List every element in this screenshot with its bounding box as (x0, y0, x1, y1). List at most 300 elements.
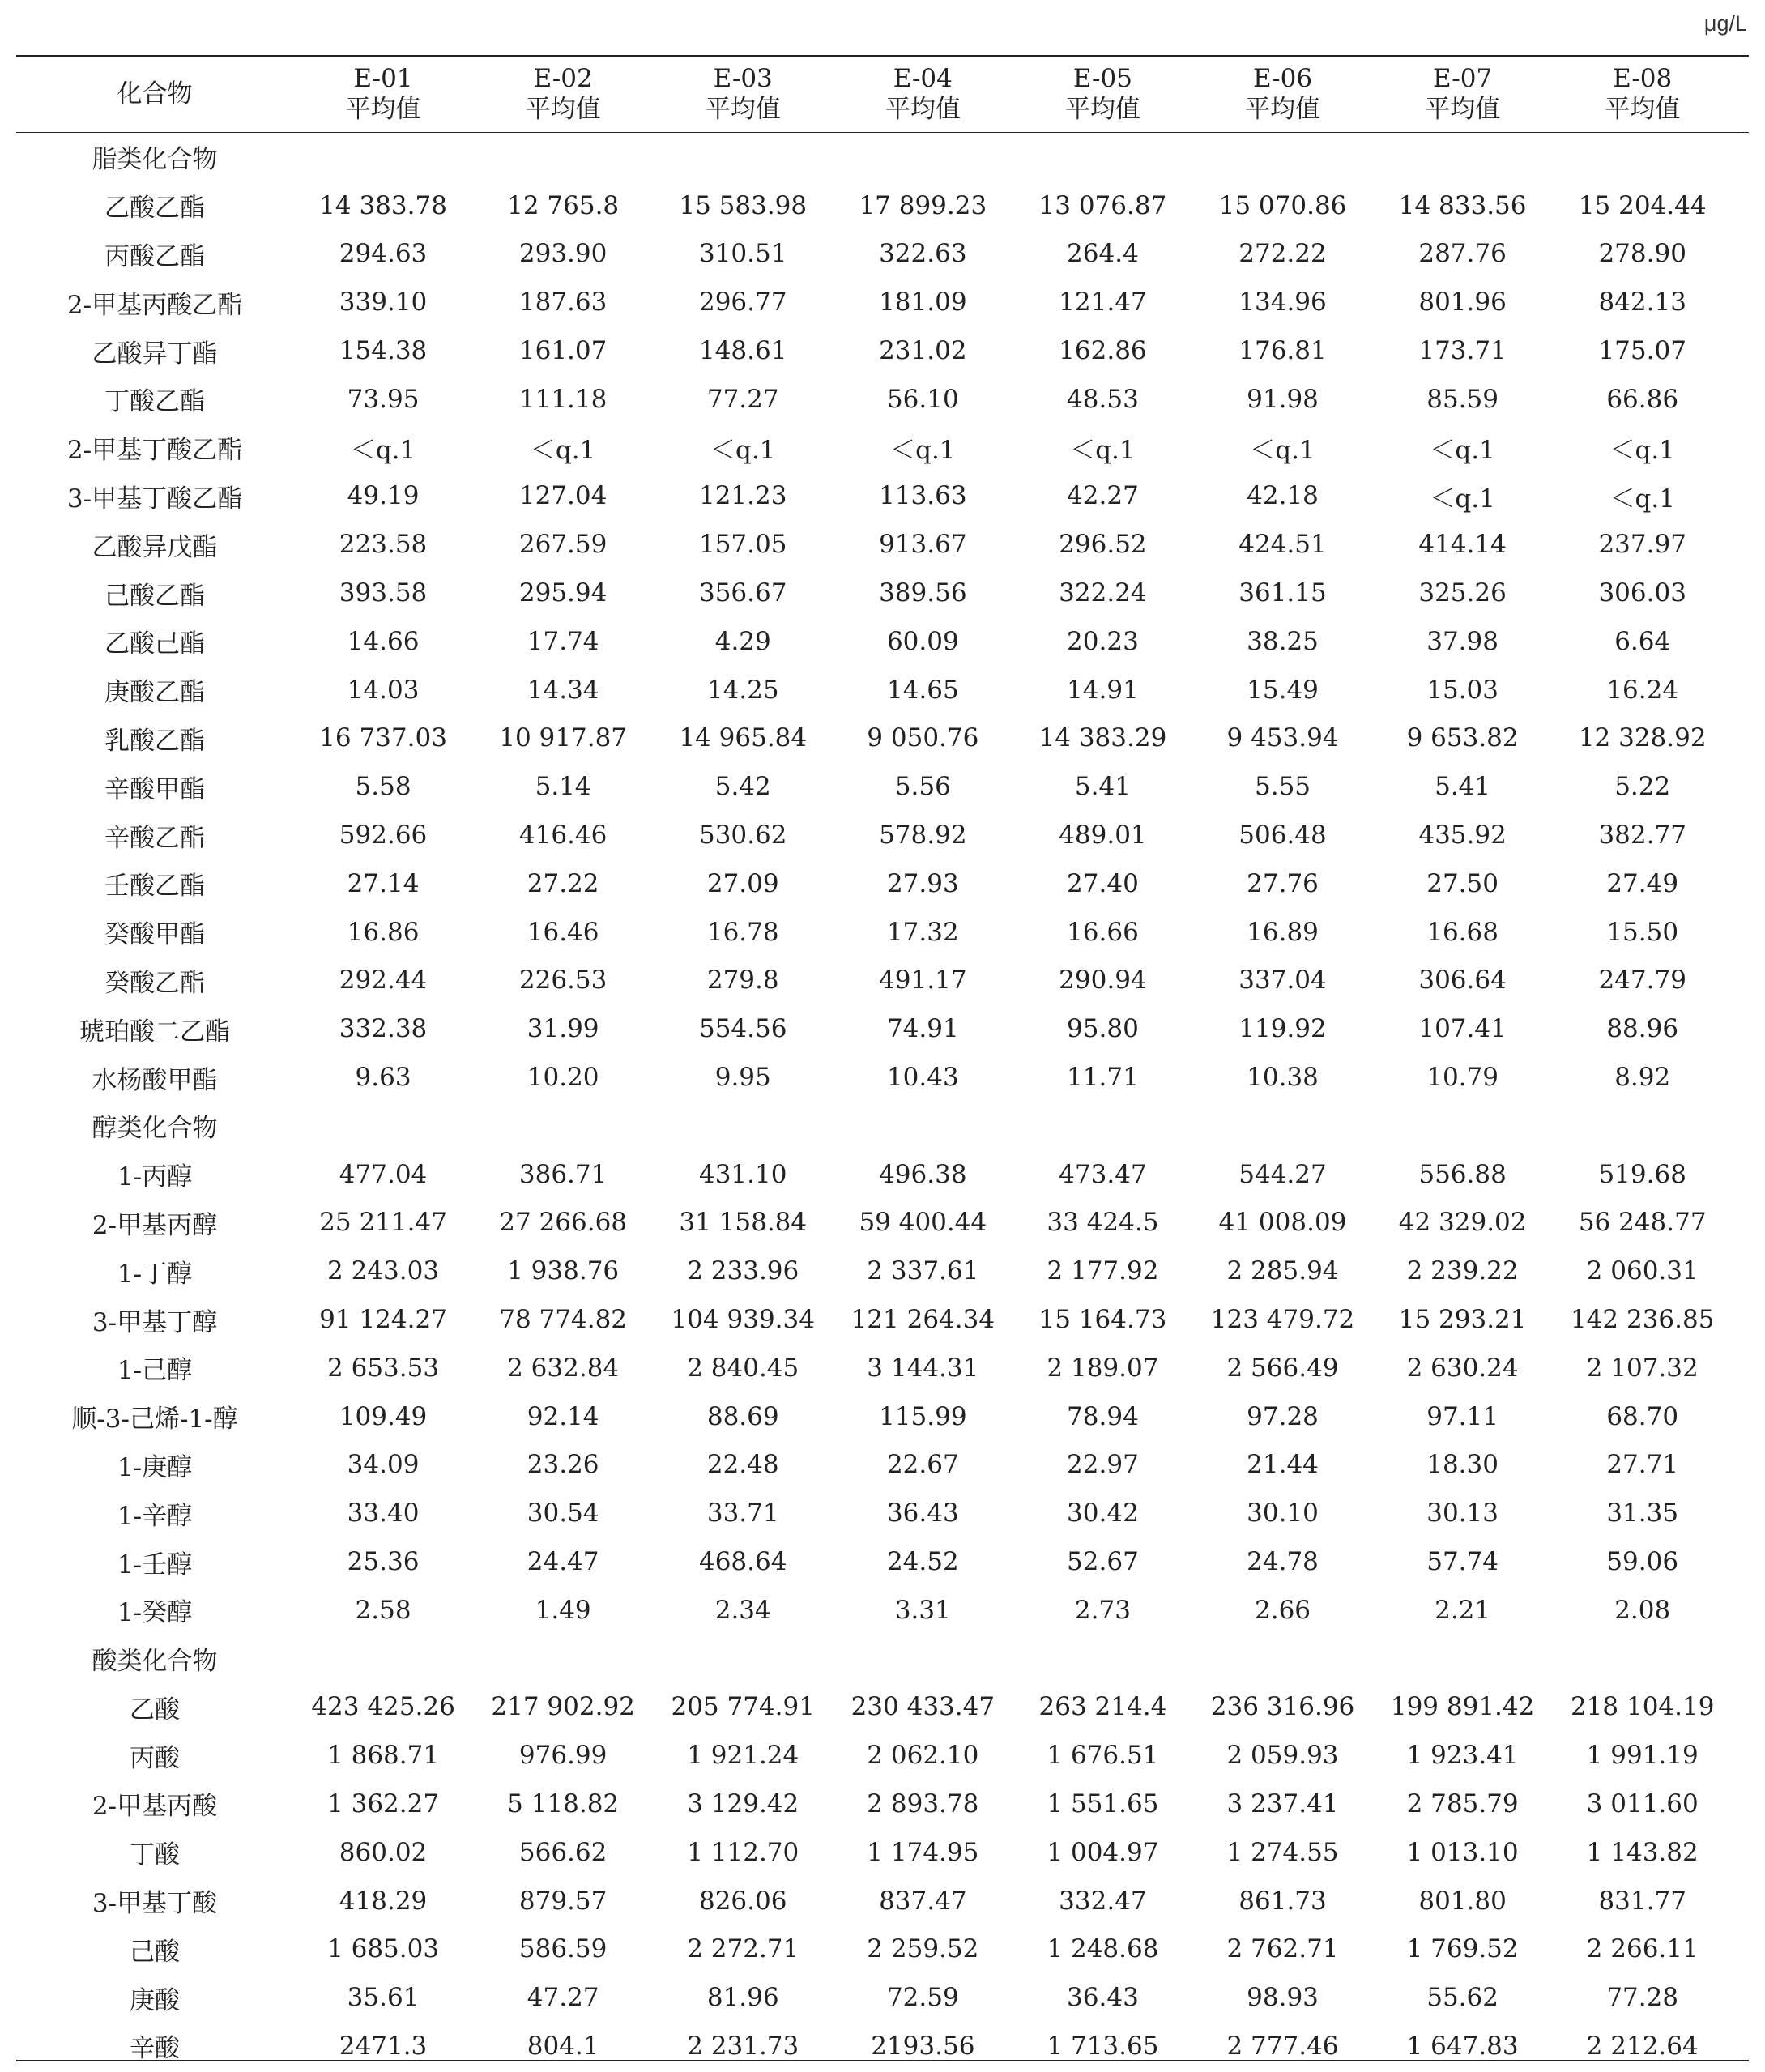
table-row (16, 811, 1749, 859)
value-cell: 2.21 (1435, 1595, 1491, 1625)
value-cell: 2.66 (1255, 1595, 1311, 1625)
table-row (16, 1973, 1749, 2022)
value-cell: 337.04 (1238, 966, 1327, 995)
value-cell: 264.4 (1067, 239, 1139, 269)
value-cell: 30.42 (1067, 1499, 1139, 1528)
header-sub: 平均值 (705, 95, 781, 124)
value-cell: 322.24 (1059, 578, 1147, 608)
value-cell: 173.71 (1418, 336, 1507, 366)
compound-name: 丙酸乙酯 (104, 241, 205, 271)
table-row (16, 1004, 1749, 1053)
value-cell: 111.18 (518, 384, 608, 414)
header-code: E-01 (353, 64, 413, 93)
value-cell: 1 004.97 (1047, 1837, 1159, 1867)
value-cell: 205 774.91 (671, 1692, 815, 1722)
compound-name: 己酸 (130, 1937, 180, 1967)
value-cell: 2 266.11 (1586, 1934, 1699, 1964)
table-row (16, 762, 1749, 811)
value-cell: 272.22 (1238, 239, 1327, 269)
value-cell: 8.92 (1614, 1063, 1671, 1093)
value-cell: 15.50 (1606, 917, 1679, 947)
compound-name: 乙酸异丁酯 (92, 339, 218, 369)
table-row (16, 472, 1749, 521)
value-cell: 27.14 (347, 868, 420, 898)
value-cell: 57.74 (1426, 1547, 1499, 1576)
header-col-3 (653, 56, 833, 132)
compound-name: 1-癸醇 (117, 1598, 193, 1628)
compound-name: 己酸乙酯 (104, 581, 205, 611)
header-sub: 平均值 (1425, 95, 1501, 124)
value-cell: 489.01 (1059, 821, 1147, 851)
value-cell: 382.77 (1598, 821, 1686, 851)
value-cell: 431.10 (698, 1159, 787, 1189)
value-cell: 27.49 (1606, 868, 1679, 898)
value-cell: 1 551.65 (1047, 1788, 1159, 1818)
compound-name: 丁酸乙酯 (104, 387, 205, 417)
compound-name: 丁酸 (130, 1840, 180, 1870)
value-cell: 292.44 (339, 966, 428, 995)
value-cell: 801.80 (1418, 1886, 1507, 1916)
compound-name: 3-甲基丁醇 (92, 1307, 218, 1337)
value-cell: 2471.3 (339, 2031, 428, 2061)
value-cell: 2 285.94 (1226, 1256, 1339, 1286)
value-cell: 66.86 (1606, 384, 1679, 414)
value-cell: 4.29 (714, 626, 771, 656)
value-cell: 831.77 (1598, 1886, 1686, 1916)
value-cell: 14.65 (886, 675, 959, 705)
value-cell: 393.58 (339, 578, 428, 608)
compound-name: 乙酸己酯 (104, 629, 205, 659)
value-cell: 5.22 (1614, 772, 1671, 802)
value-cell: 85.59 (1426, 384, 1499, 414)
value-cell: 2 630.24 (1406, 1353, 1519, 1383)
value-cell: 556.88 (1418, 1159, 1507, 1189)
value-cell: ＜q.1 (1609, 436, 1675, 466)
value-cell: ＜q.1 (530, 436, 596, 466)
value-cell: 2 239.22 (1406, 1256, 1519, 1286)
value-cell: 10.43 (886, 1063, 959, 1093)
value-cell: 1 868.71 (327, 1741, 440, 1771)
value-cell: 42.18 (1247, 481, 1319, 511)
value-cell: 332.38 (339, 1014, 428, 1044)
value-cell: 976.99 (518, 1741, 608, 1771)
header-sub: 平均值 (1605, 95, 1681, 124)
compound-name: 1-庚醇 (117, 1452, 193, 1482)
value-cell: 295.94 (518, 578, 608, 608)
value-cell: 2 566.49 (1226, 1353, 1339, 1383)
value-cell: 20.23 (1067, 626, 1139, 656)
value-cell: 1 713.65 (1047, 2031, 1159, 2061)
value-cell: 491.17 (879, 966, 967, 995)
value-cell: 16.66 (1067, 917, 1139, 947)
value-cell: 3 011.60 (1586, 1788, 1699, 1818)
compound-name: 壬酸乙酯 (104, 872, 205, 902)
compound-name: 乳酸乙酯 (104, 726, 205, 756)
table-row (16, 1877, 1749, 1925)
table-row (16, 714, 1749, 763)
value-cell: 41 008.09 (1218, 1208, 1347, 1238)
value-cell: 15.49 (1247, 675, 1319, 705)
value-cell: 860.02 (339, 1837, 428, 1867)
value-cell: ＜q.1 (1430, 484, 1495, 514)
value-cell: 2 189.07 (1047, 1353, 1159, 1383)
value-cell: 1 647.83 (1406, 2031, 1519, 2061)
header-col-2 (473, 56, 653, 132)
value-cell: 496.38 (879, 1159, 967, 1189)
value-cell: 2 272.71 (687, 1934, 799, 1964)
table-row (16, 1392, 1749, 1441)
header-code: E-02 (533, 64, 593, 93)
table-row (16, 1199, 1749, 1247)
value-cell: 2 777.46 (1226, 2031, 1339, 2061)
table-row (16, 1537, 1749, 1586)
value-cell: 519.68 (1598, 1159, 1686, 1189)
table-bottom-rule (16, 2060, 1749, 2061)
value-cell: 27.93 (886, 868, 959, 898)
header-sub: 平均值 (525, 95, 601, 124)
value-cell: ＜q.1 (350, 436, 416, 466)
value-cell: 25.36 (347, 1547, 420, 1576)
value-cell: 121.47 (1059, 288, 1147, 318)
value-cell: 293.90 (518, 239, 608, 269)
value-cell: 10.79 (1426, 1063, 1499, 1093)
value-cell: 37.98 (1426, 626, 1499, 656)
value-cell: 162.86 (1059, 336, 1147, 366)
value-cell: 14.25 (706, 675, 779, 705)
table-row (16, 1925, 1749, 1973)
compound-name: 2-甲基丙酸乙酯 (66, 290, 243, 320)
value-cell: 25 211.47 (319, 1208, 447, 1238)
value-cell: 468.64 (698, 1547, 787, 1576)
value-cell: 113.63 (879, 481, 967, 511)
compound-name: 乙酸异戊酯 (92, 532, 218, 562)
compound-name: 3-甲基丁酸乙酯 (66, 484, 243, 514)
table-row (16, 1150, 1749, 1199)
value-cell: 9.63 (355, 1063, 411, 1093)
value-cell: 161.07 (518, 336, 608, 366)
value-cell: ＜q.1 (710, 436, 776, 466)
value-cell: 1 248.68 (1047, 1934, 1159, 1964)
value-cell: 10 917.87 (499, 723, 628, 753)
compound-name: 1-己醇 (117, 1356, 193, 1386)
value-cell: 31 158.84 (679, 1208, 808, 1238)
value-cell: 97.11 (1426, 1401, 1499, 1431)
value-cell: 826.06 (698, 1886, 787, 1916)
value-cell: 56 248.77 (1578, 1208, 1707, 1238)
value-cell: 230 433.47 (851, 1692, 995, 1722)
value-cell: 5.14 (535, 772, 591, 802)
section-name: 醇类化合物 (92, 1114, 218, 1144)
compound-name: 1-辛醇 (117, 1501, 193, 1531)
value-cell: 2 177.92 (1047, 1256, 1159, 1286)
value-cell: 16.89 (1247, 917, 1319, 947)
value-cell: 49.19 (347, 481, 420, 511)
value-cell: 14.34 (527, 675, 599, 705)
value-cell: 36.43 (886, 1499, 959, 1528)
compound-name: 顺-3-己烯-1-醇 (71, 1405, 238, 1435)
value-cell: 27.76 (1247, 868, 1319, 898)
compound-name: 庚酸乙酯 (104, 678, 205, 708)
value-cell: 27.40 (1067, 868, 1139, 898)
table-row (16, 230, 1749, 279)
value-cell: 1 013.10 (1406, 1837, 1519, 1867)
value-cell: 154.38 (339, 336, 428, 366)
value-cell: 30.13 (1426, 1499, 1499, 1528)
value-cell: 263 214.4 (1038, 1692, 1167, 1722)
value-cell: 88.69 (706, 1401, 779, 1431)
value-cell: 15 070.86 (1218, 190, 1347, 220)
value-cell: 801.96 (1418, 288, 1507, 318)
compound-name: 1-壬醇 (117, 1550, 193, 1580)
value-cell: 11.71 (1067, 1063, 1139, 1093)
value-cell: 418.29 (339, 1886, 428, 1916)
value-cell: 148.61 (698, 336, 787, 366)
value-cell: 52.67 (1067, 1547, 1139, 1576)
value-cell: 98.93 (1247, 1983, 1319, 2013)
value-cell: 223.58 (339, 530, 428, 560)
value-cell: 530.62 (698, 821, 787, 851)
value-cell: 78 774.82 (499, 1305, 628, 1335)
compound-name: 乙酸乙酯 (104, 194, 205, 224)
value-cell: 33 424.5 (1047, 1208, 1159, 1238)
value-cell: 35.61 (347, 1983, 420, 2013)
value-cell: 322.63 (879, 239, 967, 269)
value-cell: 1 991.19 (1586, 1741, 1699, 1771)
value-cell: 18.30 (1426, 1450, 1499, 1480)
value-cell: 247.79 (1598, 966, 1686, 995)
value-cell: ＜q.1 (890, 436, 956, 466)
value-cell: 91.98 (1247, 384, 1319, 414)
value-cell: 48.53 (1067, 384, 1139, 414)
value-cell: 9 453.94 (1226, 723, 1339, 753)
table-row (16, 1683, 1749, 1732)
value-cell: 14 833.56 (1398, 190, 1527, 220)
compound-name: 辛酸甲酯 (104, 774, 205, 804)
value-cell: 24.47 (527, 1547, 599, 1576)
value-cell: 1 923.41 (1406, 1741, 1519, 1771)
value-cell: 5.56 (894, 772, 951, 802)
value-cell: 15.03 (1426, 675, 1499, 705)
value-cell: 77.28 (1606, 1983, 1679, 2013)
table-row (16, 1731, 1749, 1780)
compound-name: 癸酸乙酯 (104, 968, 205, 998)
value-cell: 3 237.41 (1226, 1788, 1339, 1818)
value-cell: 14.03 (347, 675, 420, 705)
value-cell: 2 337.61 (867, 1256, 979, 1286)
value-cell: 119.92 (1238, 1014, 1327, 1044)
value-cell: 55.62 (1426, 1983, 1499, 2013)
value-cell: 5.41 (1074, 772, 1131, 802)
value-cell: 42 329.02 (1398, 1208, 1527, 1238)
value-cell: 2 653.53 (327, 1353, 440, 1383)
value-cell: 27.09 (706, 868, 779, 898)
value-cell: 121 264.34 (851, 1305, 995, 1335)
value-cell: 5 118.82 (507, 1788, 620, 1818)
section-name: 脂类化合物 (92, 145, 218, 175)
value-cell: 17 899.23 (859, 190, 987, 220)
compound-name: 水杨酸甲酯 (92, 1065, 218, 1095)
value-cell: 157.05 (698, 530, 787, 560)
value-cell: 237.97 (1598, 530, 1686, 560)
table-row (16, 1295, 1749, 1344)
value-cell: 226.53 (518, 966, 608, 995)
header-code: E-04 (893, 64, 953, 93)
value-cell: 115.99 (879, 1401, 967, 1431)
value-cell: 842.13 (1598, 288, 1686, 318)
header-col-5 (1013, 56, 1192, 132)
header-col-4 (833, 56, 1013, 132)
table-row (16, 1780, 1749, 1828)
value-cell: 142 236.85 (1570, 1305, 1715, 1335)
table-body (16, 133, 1749, 2070)
value-cell: 2 107.32 (1586, 1353, 1699, 1383)
value-cell: 60.09 (886, 626, 959, 656)
value-cell: 5.41 (1435, 772, 1491, 802)
value-cell: 16.68 (1426, 917, 1499, 947)
value-cell: 176.81 (1238, 336, 1327, 366)
value-cell: 109.49 (339, 1401, 428, 1431)
value-cell: 127.04 (518, 481, 608, 511)
value-cell: 16.78 (706, 917, 779, 947)
value-cell: 15 204.44 (1578, 190, 1707, 220)
value-cell: 1.49 (535, 1595, 591, 1625)
value-cell: 2.73 (1074, 1595, 1131, 1625)
value-cell: 14.66 (347, 626, 420, 656)
table-row (16, 859, 1749, 908)
value-cell: 913.67 (879, 530, 967, 560)
value-cell: 31.99 (527, 1014, 599, 1044)
value-cell: 17.74 (527, 626, 599, 656)
value-cell: 21.44 (1247, 1450, 1319, 1480)
value-cell: 2.08 (1614, 1595, 1671, 1625)
compound-name: 2-甲基丙酸 (92, 1792, 218, 1822)
value-cell: 14 383.29 (1038, 723, 1167, 753)
value-cell: 121.23 (698, 481, 787, 511)
value-cell: 287.76 (1418, 239, 1507, 269)
value-cell: 1 112.70 (687, 1837, 799, 1867)
table-row (16, 278, 1749, 326)
value-cell: 56.10 (886, 384, 959, 414)
value-cell: 6.64 (1614, 626, 1671, 656)
value-cell: 236 316.96 (1210, 1692, 1355, 1722)
value-cell: 389.56 (879, 578, 967, 608)
value-cell: 2 243.03 (327, 1256, 440, 1286)
value-cell: 14.91 (1067, 675, 1139, 705)
value-cell: ＜q.1 (1070, 436, 1136, 466)
table-row (16, 957, 1749, 1005)
value-cell: 23.26 (527, 1450, 599, 1480)
value-cell: 2 060.31 (1586, 1256, 1699, 1286)
value-cell: 279.8 (706, 966, 779, 995)
value-cell: 310.51 (698, 239, 787, 269)
value-cell: 78.94 (1067, 1401, 1139, 1431)
value-cell: 9 050.76 (867, 723, 979, 753)
value-cell: 92.14 (527, 1401, 599, 1431)
table-row (16, 1053, 1749, 1102)
value-cell: 27.71 (1606, 1450, 1679, 1480)
table-row (16, 1247, 1749, 1295)
value-cell: 1 676.51 (1047, 1741, 1159, 1771)
value-cell: 15 293.21 (1398, 1305, 1527, 1335)
value-cell: 356.67 (698, 578, 787, 608)
value-cell: 217 902.92 (491, 1692, 635, 1722)
value-cell: 9.95 (714, 1063, 771, 1093)
value-cell: 2 059.93 (1226, 1741, 1339, 1771)
compound-name: 辛酸 (130, 2034, 180, 2064)
table-row (16, 569, 1749, 617)
value-cell: 81.96 (706, 1983, 779, 2013)
table-row (16, 326, 1749, 375)
value-cell: 59.06 (1606, 1547, 1679, 1576)
compound-name: 丙酸 (130, 1743, 180, 1773)
value-cell: 107.41 (1418, 1014, 1507, 1044)
value-cell: 2 632.84 (507, 1353, 620, 1383)
compound-name: 琥珀酸二乙酯 (79, 1017, 230, 1047)
section-header-row (16, 1635, 1749, 1683)
value-cell: 91 124.27 (319, 1305, 447, 1335)
value-cell: 16 737.03 (319, 723, 447, 753)
value-cell: 3.31 (894, 1595, 951, 1625)
table-row (16, 2022, 1749, 2070)
value-cell: 24.52 (886, 1547, 959, 1576)
value-cell: 14 383.78 (319, 190, 447, 220)
value-cell: 414.14 (1418, 530, 1507, 560)
header-code: E-05 (1072, 64, 1132, 93)
value-cell: 1 769.52 (1406, 1934, 1519, 1964)
unit-label: μg/L (1703, 11, 1747, 36)
value-cell: 3 144.31 (867, 1353, 979, 1383)
value-cell: 578.92 (879, 821, 967, 851)
value-cell: 22.97 (1067, 1450, 1139, 1480)
value-cell: 5.58 (355, 772, 411, 802)
value-cell: 544.27 (1238, 1159, 1327, 1189)
value-cell: 59 400.44 (859, 1208, 987, 1238)
value-cell: 306.03 (1598, 578, 1686, 608)
header-col-8 (1553, 56, 1733, 132)
value-cell: 27.22 (527, 868, 599, 898)
value-cell: 267.59 (518, 530, 608, 560)
header-code: E-08 (1613, 64, 1673, 93)
value-cell: ＜q.1 (1430, 436, 1495, 466)
value-cell: 187.63 (518, 288, 608, 318)
value-cell: 554.56 (698, 1014, 787, 1044)
value-cell: 9 653.82 (1406, 723, 1519, 753)
value-cell: 5.42 (714, 772, 771, 802)
compound-name: 乙酸 (130, 1695, 180, 1725)
value-cell: 22.48 (706, 1450, 779, 1480)
value-cell: 22.67 (886, 1450, 959, 1480)
value-cell: 34.09 (347, 1450, 420, 1480)
value-cell: 175.07 (1598, 336, 1686, 366)
value-cell: 1 685.03 (327, 1934, 440, 1964)
value-cell: 15 583.98 (679, 190, 808, 220)
value-cell: 72.59 (886, 1983, 959, 2013)
value-cell: 12 765.8 (507, 190, 620, 220)
value-cell: 435.92 (1418, 821, 1507, 851)
value-cell: 77.27 (706, 384, 779, 414)
header-sub: 平均值 (345, 95, 421, 124)
header-code: E-07 (1433, 64, 1493, 93)
value-cell: 33.71 (706, 1499, 779, 1528)
table-row (16, 1441, 1749, 1490)
compound-name: 1-丁醇 (117, 1259, 193, 1289)
header-code: E-06 (1252, 64, 1313, 93)
header-col-7 (1373, 56, 1553, 132)
value-cell: 10.38 (1247, 1063, 1319, 1093)
value-cell: 24.78 (1247, 1547, 1319, 1576)
table-row (16, 1828, 1749, 1877)
value-cell: 879.57 (518, 1886, 608, 1916)
